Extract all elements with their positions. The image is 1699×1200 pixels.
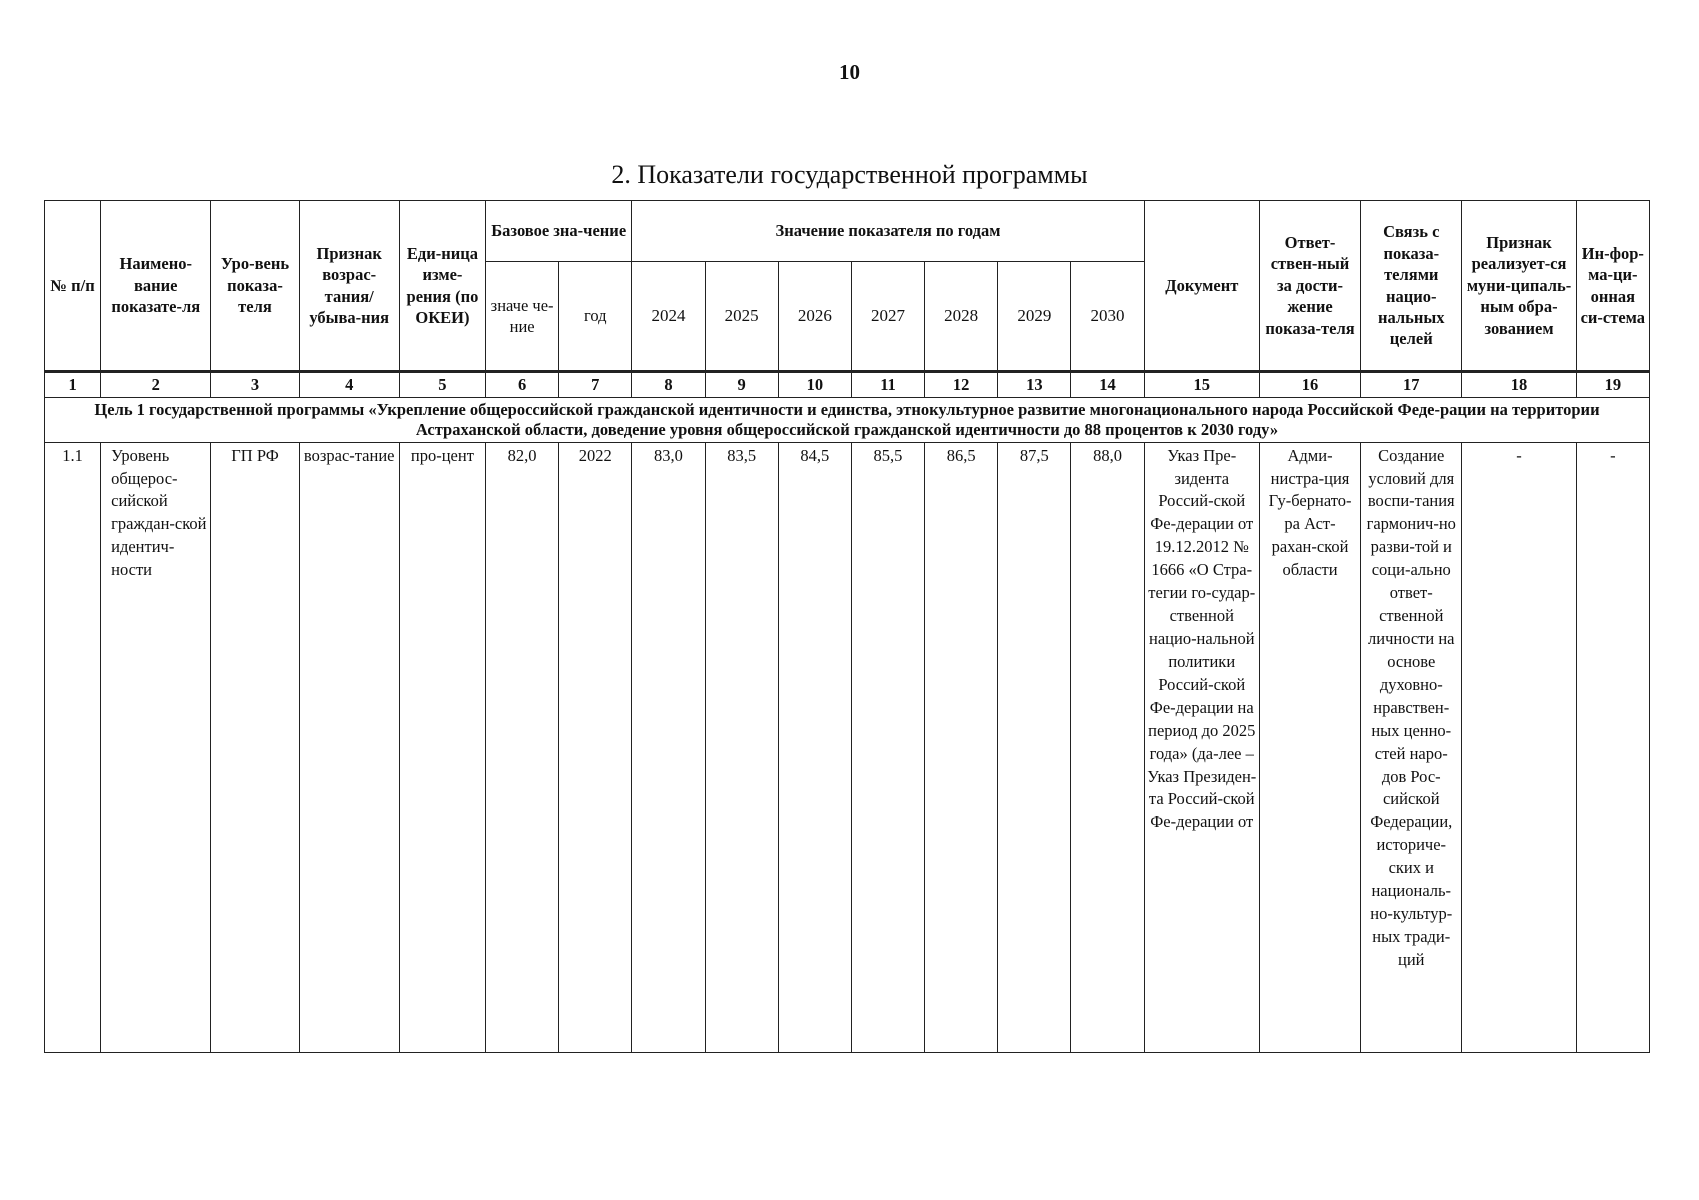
- column-number: 19: [1576, 372, 1649, 398]
- row-year-value: 85,5: [851, 442, 924, 1052]
- col-year-header: 2029: [998, 262, 1071, 372]
- col-trend-header: Признак возрас-тания/ убыва-ния: [299, 201, 399, 372]
- col-level-header: Уро-вень показа-теля: [211, 201, 299, 372]
- col-national-goals-header: Связь с показа-телями нацио-нальных целей: [1361, 201, 1462, 372]
- column-number: 5: [399, 372, 485, 398]
- row-year-value: 87,5: [998, 442, 1071, 1052]
- row-info-system: -: [1576, 442, 1649, 1052]
- section-title: 2. Показатели государственной программы: [611, 160, 1088, 189]
- row-national-goals: Создание условий для воспи-тания гармонич-но разви-той и соци-ально ответ-ственной личности на основе духовно-нравствен-ных ценно-стей наро-дов Рос-сийской Федерации, историче-ских и националь-но-культур-ных тради-ций: [1361, 442, 1462, 1052]
- column-number: 4: [299, 372, 399, 398]
- column-number: 9: [705, 372, 778, 398]
- column-number: 8: [632, 372, 705, 398]
- header-row-1: [45, 201, 1650, 262]
- indicators-table: [44, 200, 1650, 1053]
- column-numbers-row: [45, 372, 1650, 398]
- page-number: 10: [839, 60, 860, 84]
- col-year-header: 2030: [1071, 262, 1144, 372]
- column-number: 6: [486, 372, 559, 398]
- row-municipal: -: [1462, 442, 1576, 1052]
- column-number: 10: [778, 372, 851, 398]
- col-base-header: Базовое зна-чение: [486, 201, 632, 262]
- col-name-header: Наимено-вание показате-ля: [101, 201, 211, 372]
- column-number: 7: [559, 372, 632, 398]
- column-number: 15: [1144, 372, 1259, 398]
- row-base-value: 82,0: [486, 442, 559, 1052]
- row-year-value: 84,5: [778, 442, 851, 1052]
- col-unit-header: Еди-ница изме-рения (по ОКЕИ): [399, 201, 485, 372]
- column-number: 17: [1361, 372, 1462, 398]
- col-base-value-header: значе че-ние: [486, 262, 559, 372]
- row-year-value: 88,0: [1071, 442, 1144, 1052]
- col-year-header: 2024: [632, 262, 705, 372]
- col-year-header: 2028: [925, 262, 998, 372]
- col-base-year-header: год: [559, 262, 632, 372]
- col-year-header: 2026: [778, 262, 851, 372]
- row-document: Указ Пре-зидента Россий-ской Фе-дерации от 19.12.2012 № 1666 «О Стра-тегии го-судар-ственной нацио-нальной политики Россий-ской Фе-дерации на период до 2025 года» (да-лее – Указ Президен-та Россий-ской Фе-дерации от: [1144, 442, 1259, 1052]
- column-number: 16: [1259, 372, 1360, 398]
- column-number: 13: [998, 372, 1071, 398]
- row-trend: возрас-тание: [299, 442, 399, 1052]
- column-number: 2: [101, 372, 211, 398]
- column-number: 1: [45, 372, 101, 398]
- col-year-header: 2025: [705, 262, 778, 372]
- col-num-header: № п/п: [45, 201, 101, 372]
- goal-text: Цель 1 государственной программы «Укрепление общероссийской гражданской идентичности и единства, этнокультурное развитие многонационального народа Российской Феде-рации на территории Астраханской области, доведение уровня общероссийской гражданской идентичности до 88 процентов к 2030 году»: [45, 398, 1650, 443]
- row-year-value: 83,5: [705, 442, 778, 1052]
- col-document-header: Документ: [1144, 201, 1259, 372]
- row-responsible: Адми-нистра-ция Гу-бернато-ра Аст-рахан-ской области: [1259, 442, 1360, 1052]
- row-unit: про-цент: [399, 442, 485, 1052]
- column-number: 18: [1462, 372, 1576, 398]
- col-responsible-header: Ответ-ствен-ный за дости-жение показа-теля: [1259, 201, 1360, 372]
- column-number: 11: [851, 372, 924, 398]
- row-base-year: 2022: [559, 442, 632, 1052]
- col-municipal-header: Признак реализует-ся муни-ципаль-ным обра-зованием: [1462, 201, 1576, 372]
- row-year-value: 86,5: [925, 442, 998, 1052]
- row-year-value: 83,0: [632, 442, 705, 1052]
- table-row: [45, 442, 1650, 1052]
- column-number: 12: [925, 372, 998, 398]
- column-number: 14: [1071, 372, 1144, 398]
- row-num: 1.1: [45, 442, 101, 1052]
- col-info-system-header: Ин-фор-ма-ци-онная си-стема: [1576, 201, 1649, 372]
- col-year-header: 2027: [851, 262, 924, 372]
- goal-row: [45, 398, 1650, 443]
- col-by-years-header: Значение показателя по годам: [632, 201, 1144, 262]
- row-indicator-name: Уровень общерос-сийской граждан-ской идентич-ности: [101, 442, 211, 1052]
- column-number: 3: [211, 372, 299, 398]
- row-level: ГП РФ: [211, 442, 299, 1052]
